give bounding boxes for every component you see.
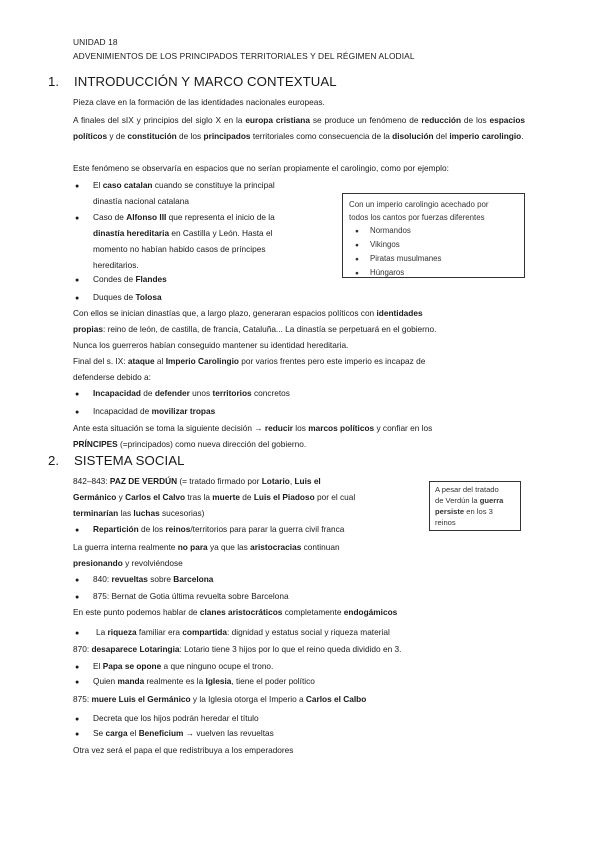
s1-paragraph-1: Pieza clave en la formación de las identidades nacionales europeas. — [73, 97, 325, 107]
list-item: ● — [75, 679, 80, 686]
s2-bullet-beneficium: Se carga el Beneficium → vuelven las revueltas — [93, 728, 274, 738]
unit-label: UNIDAD 18 — [73, 37, 118, 47]
s2-bullet-papa: El Papa se opone a que ninguno ocupe el trono. — [93, 661, 274, 671]
s1-bullet-incapacidad-movilizar: Incapacidad de movilizar tropas — [93, 406, 216, 416]
s2-bullet-840: 840: revueltas sobre Barcelona — [93, 574, 214, 584]
section-1-heading — [48, 74, 337, 89]
list-item: ● — [75, 577, 80, 584]
s1-bullet-tolosa: Duques de Tolosa — [93, 292, 162, 302]
verdun-note-box: A pesar del tratado de Verdún la guerra persiste en los 3 reinos — [429, 481, 521, 531]
section-2-number: 2. — [48, 453, 60, 468]
s2-paragraph-verdun: 842–843: PAZ DE VERDÚN (= tratado firmado por Lotario, Luis el Germánico y Carlos el Calvo tras la muerte de Luis el Piadoso por el cual terminarían las luchas sucesorias) — [73, 476, 356, 518]
list-item: ● — [75, 183, 80, 190]
list-item: ● — [75, 664, 80, 671]
s2-paragraph-870: 870: desaparece Lotaringia: Lotario tiene 3 hijos por lo que el reino queda dividido en 3. — [73, 644, 402, 654]
list-item: ● — [75, 594, 80, 601]
list-item: ● — [75, 630, 80, 637]
list-item: ● Vikingos — [355, 240, 400, 249]
section-1-title: INTRODUCCIÓN Y MARCO CONTEXTUAL — [74, 74, 337, 89]
s2-bullet-iglesia: Quien manda realmente es la Iglesia, tiene el poder político — [93, 676, 315, 686]
list-item: ● — [75, 277, 80, 284]
s2-bullet-875-bernat: 875: Bernat de Gotia última revuelta sobre Barcelona — [93, 591, 289, 601]
s2-bullet-reparticion: Repartición de los reinos/territorios para parar la guerra civil franca — [93, 524, 345, 534]
s1-bullet-incapacidad-defender: Incapacidad de defender unos territorios concretos — [93, 388, 290, 398]
section-1-number: 1. — [48, 74, 60, 89]
s2-bullet-riqueza: La riqueza familiar era compartida: dignidad y estatus social y riqueza material — [96, 627, 390, 637]
s1-paragraph-6: Ante esta situación se toma la siguiente decisión → reducir los marcos políticos y confiar en los PRÍNCIPES (=principados) como nueva dirección del gobierno. — [73, 423, 433, 449]
s1-bullet-catalan: El caso catalan cuando se constituye la principal dinastía nacional catalana — [93, 180, 275, 206]
list-item: ● — [75, 409, 80, 416]
list-item: ● — [75, 391, 80, 398]
list-item: ● — [75, 716, 80, 723]
section-2-heading — [48, 453, 185, 468]
unit-subtitle: ADVENIMIENTOS DE LOS PRINCIPADOS TERRITORIALES Y DEL RÉGIMEN ALODIAL — [73, 51, 415, 61]
s1-paragraph-3: Este fenómeno se observaría en espacios que no serían propiamente el carolingio, como por ejemplo: — [73, 163, 449, 173]
s1-paragraph-2: A finales del sIX y principios del siglo X en la europa cristiana se produce un fenómeno de reducción de los espacios políticos y de constitución de los principados territoriales como consecuencia de la disolución del imperio carolingio. — [73, 115, 525, 141]
s1-paragraph-5: Final del s. IX: ataque al Imperio Carolingio por varios frentes pero este imperio es incapaz de defenderse debido a: — [73, 356, 426, 382]
list-item: ● — [75, 527, 80, 534]
list-item: ● Piratas musulmanes — [355, 254, 442, 263]
s2-paragraph-875: 875: muere Luis el Germánico y la Iglesia otorga el Imperio a Carlos el Calbo — [73, 694, 367, 704]
list-item: ● Normandos — [355, 226, 411, 235]
s1-bullet-alfonso: Caso de Alfonso III que representa el inicio de la dinastía hereditaria en Castilla y León. Hasta el momento no habían habido casos de príncipes hereditarios. — [93, 212, 275, 270]
list-item: ● Húngaros — [355, 268, 405, 277]
list-item: ● — [75, 731, 80, 738]
invasions-note-box: Con un imperio carolingio acechado por todos los cantos por fuerzas diferentes ● Normandos ● Vikingos ● Piratas musulmanes ● Húngaros — [342, 193, 525, 278]
list-item: ● — [75, 295, 80, 302]
s2-bullet-decreta: Decreta que los hijos podrán heredar el título — [93, 713, 259, 723]
s1-bullet-flandes: Condes de Flandes — [93, 274, 167, 284]
list-item: ● — [75, 215, 80, 222]
s2-paragraph-final: Otra vez será el papa el que redistribuya a los emperadores — [73, 745, 294, 755]
s2-paragraph-clanes: En este punto podemos hablar de clanes aristocráticos completamente endogámicos — [73, 607, 398, 617]
section-2-title: SISTEMA SOCIAL — [74, 453, 185, 468]
s2-paragraph-guerra: La guerra interna realmente no para ya que las aristocracias continuan presionando y revolviéndose — [73, 542, 340, 568]
s1-paragraph-4: Con ellos se inician dinastías que, a largo plazo, generaran espacios políticos con identidades propias: reino de león, de castilla, de francia, Cataluña... La dinastía se perpetuará en el gobierno. Nunca los guerreros habían conseguido mantener su identidad hereditaria. — [73, 308, 437, 350]
